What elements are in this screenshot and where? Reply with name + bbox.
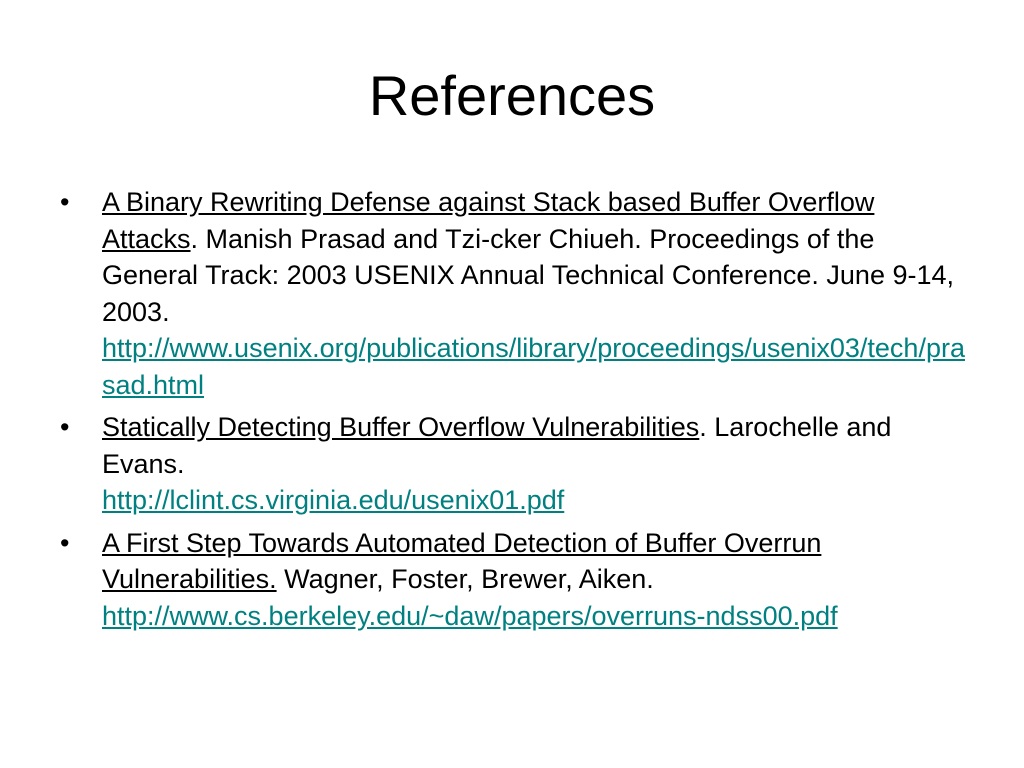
reference-url-link[interactable]: http://www.usenix.org/publications/library/proceedings/usenix03/tech/prasad.html xyxy=(102,333,965,400)
reference-item-2 xyxy=(60,409,970,519)
reference-details: Wagner, Foster, Brewer, Aiken. xyxy=(276,564,654,594)
bullet-icon: • xyxy=(60,412,70,442)
bullet-icon: • xyxy=(60,527,70,558)
reference-details: . Manish Prasad and Tzi-cker Chiueh. Proceedings of the General Track: 2003 USENIX Annual Technical Conference. June 9-14, 2003. xyxy=(102,223,955,327)
reference-title-link[interactable]: A First Step Towards Automated Detection of Buffer Overrun Vulnerabilities. xyxy=(102,527,822,594)
reference-list xyxy=(60,184,970,640)
reference-item-1 xyxy=(60,184,970,403)
reference-title-link[interactable]: A Binary Rewriting Defense against Stack based Buffer Overflow Attacks xyxy=(102,187,875,254)
slide-title: References xyxy=(368,64,656,127)
reference-url-link[interactable]: http://lclint.cs.virginia.edu/usenix01.pdf xyxy=(102,485,565,515)
reference-details: . Larochelle and Evans. xyxy=(102,412,892,479)
bullet-icon: • xyxy=(60,187,70,217)
reference-item-3 xyxy=(60,525,970,635)
reference-url-link[interactable]: http://www.cs.berkeley.edu/~daw/papers/overruns-ndss00.pdf xyxy=(102,600,838,631)
reference-title-link[interactable]: Statically Detecting Buffer Overflow Vulnerabilities xyxy=(102,412,700,442)
